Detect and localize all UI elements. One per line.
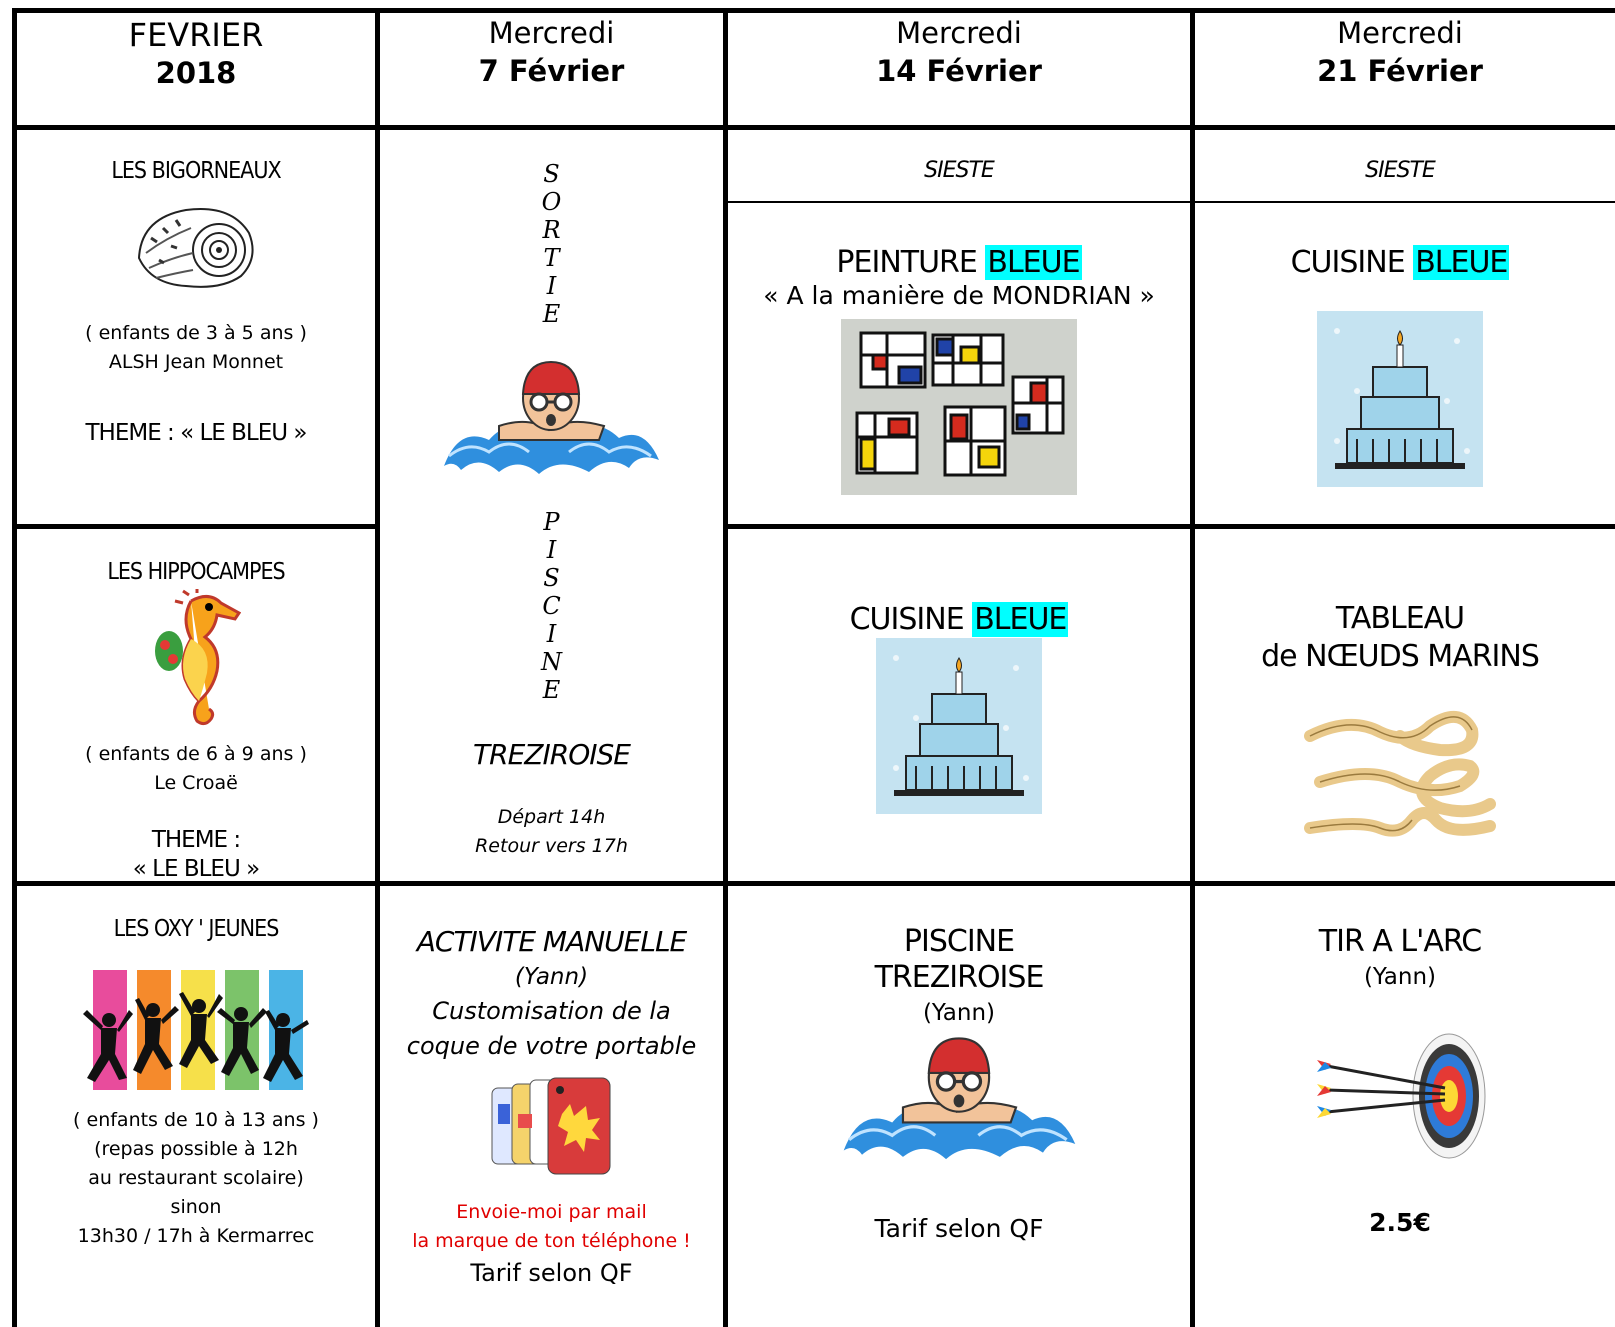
group-name: LES BIGORNEAUX <box>111 158 281 184</box>
piscine-title-2: TREZIROISE <box>874 960 1044 995</box>
mondrian-paintings-image <box>841 319 1077 495</box>
mail-instruction-2: la marque de ton téléphone ! <box>412 1230 691 1252</box>
header-col1 <box>380 14 723 90</box>
group-oxy-jeunes <box>17 916 375 1251</box>
bleue-highlight: BLEUE <box>987 245 1080 280</box>
bleue-highlight: BLEUE <box>1415 245 1508 280</box>
archery-target-icon <box>1313 1032 1487 1160</box>
activity-title <box>836 244 1081 281</box>
group-bigorneaux <box>17 158 375 448</box>
vertical-word-sortie <box>542 160 562 328</box>
age-range: ( enfants de 6 à 9 ans ) <box>85 743 307 765</box>
letter: E <box>542 300 561 328</box>
swimmer-icon <box>439 356 664 486</box>
activity-desc-2: coque de votre portable <box>406 1032 697 1060</box>
piscine-title-1: PISCINE <box>903 924 1015 959</box>
letter: O <box>541 188 562 216</box>
vertical-word-piscine <box>541 508 562 704</box>
sortie-piscine-cell <box>380 160 723 861</box>
sieste-label: SIESTE <box>1365 158 1435 183</box>
meal-line-1: (repas possible à 12h <box>94 1138 298 1160</box>
activite-manuelle-cell <box>380 924 723 1290</box>
seahorse-icon <box>151 589 241 734</box>
meal-line-3: sinon <box>170 1196 222 1218</box>
arc-leader: (Yann) <box>1363 964 1437 990</box>
sortie-place: TREZIROISE <box>473 738 630 771</box>
cuisine-label: CUISINE <box>1290 245 1405 280</box>
activity-desc-1: Customisation de la <box>432 997 671 1025</box>
col3-arc-cell <box>1195 924 1605 1237</box>
bleue-highlight: BLEUE <box>974 602 1067 637</box>
col1-day: Mercredi <box>488 16 615 50</box>
letter: I <box>546 272 557 300</box>
col1-date: 7 Février <box>478 54 625 88</box>
group-hippocampes <box>17 559 375 884</box>
age-range: ( enfants de 10 à 13 ans ) <box>73 1109 319 1131</box>
cake-icon <box>876 638 1042 814</box>
col3-sieste <box>1195 158 1605 183</box>
group-name: LES HIPPOCAMPES <box>107 559 285 585</box>
theme-label: THEME : <box>151 827 241 853</box>
year-label: 2018 <box>155 56 237 90</box>
knot-icon <box>1300 696 1500 846</box>
letter: S <box>543 160 560 188</box>
col2-peinture-cell <box>728 244 1190 495</box>
location: ALSH Jean Monnet <box>108 351 284 373</box>
activity-title <box>850 601 1069 638</box>
header-month-cell <box>17 16 375 92</box>
letter: I <box>546 536 557 564</box>
piscine-leader: (Yann) <box>922 1000 996 1026</box>
letter: T <box>543 244 560 272</box>
price: Tarif selon QF <box>470 1259 633 1287</box>
col2-piscine-cell <box>728 924 1190 1243</box>
letter: I <box>546 620 557 648</box>
theme: THEME : « LE BLEU » <box>85 420 307 446</box>
col2-cuisine-cell <box>728 601 1190 814</box>
letter: N <box>541 648 562 676</box>
month-label: FEVRIER <box>128 16 264 54</box>
col3-day: Mercredi <box>1337 16 1463 50</box>
letter: P <box>543 508 560 536</box>
col2-date: 14 Février <box>876 54 1042 88</box>
hours: 13h30 / 17h à Kermarrec <box>77 1225 315 1247</box>
header-col3 <box>1195 14 1605 90</box>
letter: C <box>542 592 561 620</box>
tableau-title-2: de NŒUDS MARINS <box>1261 639 1539 674</box>
col3-noeuds-cell <box>1195 600 1605 846</box>
age-range: ( enfants de 3 à 5 ans ) <box>85 322 307 344</box>
shell-icon <box>131 198 261 293</box>
activity-leader: (Yann) <box>514 964 589 990</box>
col3-cuisine-cell <box>1195 244 1605 487</box>
col2-sieste <box>728 158 1190 183</box>
arc-title: TIR A L'ARC <box>1318 924 1482 959</box>
swimmer-icon <box>837 1032 1082 1172</box>
cuisine-label: CUISINE <box>849 602 964 637</box>
location: Le Croaë <box>154 772 238 794</box>
mondrian-subtitle: « A la manière de MONDRIAN » <box>763 281 1155 310</box>
price: Tarif selon QF <box>874 1214 1044 1243</box>
tableau-title-1: TABLEAU <box>1335 601 1465 636</box>
cake-icon <box>1317 311 1483 487</box>
header-col2 <box>728 14 1190 90</box>
letter: S <box>543 564 560 592</box>
meal-line-2: au restaurant scolaire) <box>88 1167 304 1189</box>
mail-instruction-1: Envoie-moi par mail <box>456 1201 647 1223</box>
departure-time: Départ 14h <box>497 806 606 828</box>
theme-value: « LE BLEU » <box>132 856 260 882</box>
activity-title: ACTIVITE MANUELLE <box>416 925 687 958</box>
group-name: LES OXY ' JEUNES <box>113 916 279 942</box>
col2-day: Mercredi <box>896 16 1022 50</box>
activity-title <box>1291 244 1510 281</box>
peinture-label: PEINTURE <box>836 245 977 280</box>
return-time: Retour vers 17h <box>475 835 628 857</box>
jumping-people-icon <box>81 970 311 1098</box>
letter: R <box>542 216 561 244</box>
sieste-label: SIESTE <box>924 158 994 183</box>
phone-cases-icon <box>490 1074 614 1178</box>
letter: E <box>542 676 561 704</box>
price: 2.5€ <box>1369 1208 1431 1237</box>
col3-date: 21 Février <box>1317 54 1483 88</box>
